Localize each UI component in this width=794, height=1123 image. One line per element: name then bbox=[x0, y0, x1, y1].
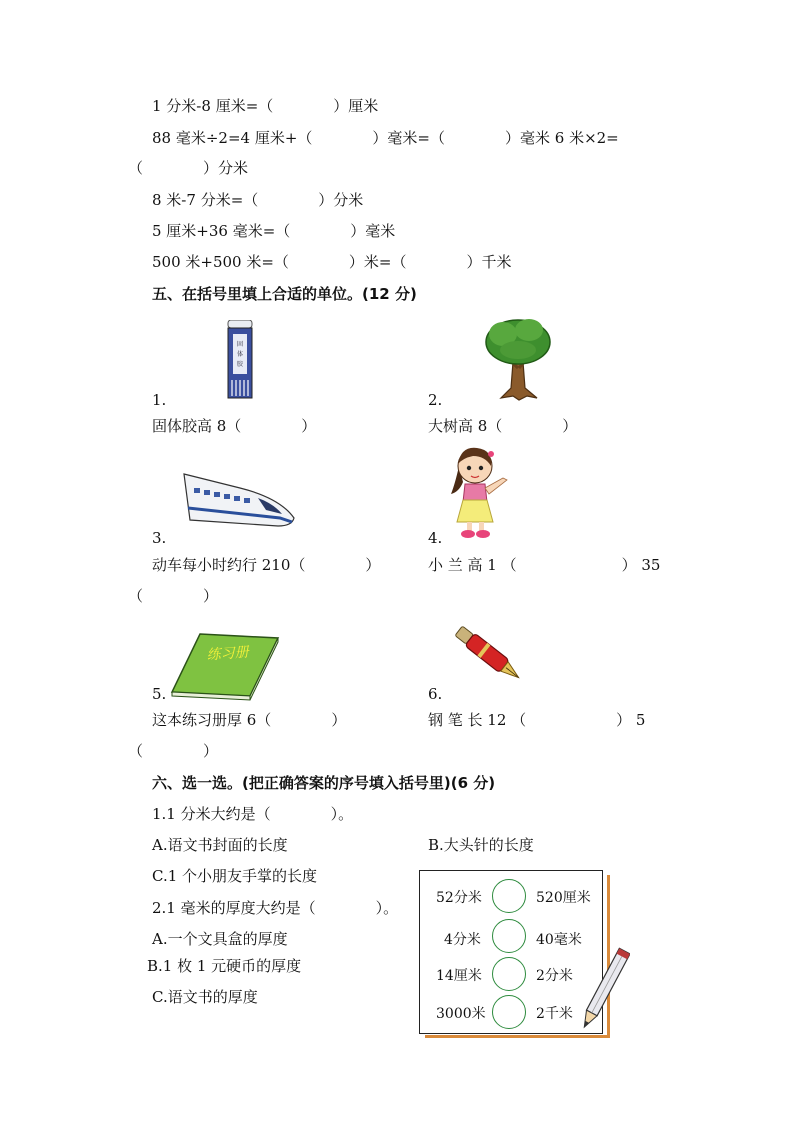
item-1-text: 固体胶高 8（ ） bbox=[152, 417, 317, 435]
question-1-option-a: A.语文书封面的长度 bbox=[152, 836, 288, 854]
pencil-icon bbox=[578, 944, 630, 1036]
question-2-option-b: B.1 枚 1 元硬币的厚度 bbox=[147, 957, 302, 975]
conversion-line-4: 5 厘米+36 毫米=（ ）毫米 bbox=[152, 222, 396, 240]
question-2: 2.1 毫米的厚度大约是（ ）。 bbox=[152, 899, 399, 917]
fountain-pen-image bbox=[448, 620, 534, 692]
conversion-line-5: 500 米+500 米=（ ）米=（ ）千米 bbox=[152, 253, 512, 271]
item-4-number: 4. bbox=[428, 529, 443, 547]
conversion-line-3: 8 米-7 分米=（ ）分米 bbox=[152, 191, 364, 209]
compare-board bbox=[419, 870, 603, 1034]
compare-row-3-circle[interactable] bbox=[492, 957, 526, 991]
exercise-book-label: 练习册 bbox=[206, 644, 250, 664]
item-2-number: 2. bbox=[428, 391, 443, 409]
glue-stick-label-1: 固 bbox=[236, 341, 244, 348]
exercise-book-image bbox=[170, 632, 280, 702]
compare-row-3-left: 14厘米 bbox=[436, 968, 482, 984]
section-5-title: 五、在括号里填上合适的单位。(12 分) bbox=[152, 285, 417, 303]
item-1-number: 1. bbox=[152, 391, 167, 409]
compare-row-2-left: 4分米 bbox=[444, 932, 481, 948]
item-6-text: 钢 笔 长 12 （ ） 5 bbox=[428, 711, 646, 729]
compare-row-2-right: 40毫米 bbox=[536, 932, 582, 948]
item-6-number: 6. bbox=[428, 685, 443, 703]
compare-row-1-left: 52分米 bbox=[436, 890, 482, 906]
question-2-option-c: C.语文书的厚度 bbox=[152, 988, 258, 1006]
glue-stick-image bbox=[225, 320, 257, 402]
bullet-train-image bbox=[180, 468, 300, 532]
compare-row-4-right: 2千米 bbox=[536, 1006, 573, 1022]
question-1: 1.1 分米大约是（ ）。 bbox=[152, 805, 354, 823]
compare-row-2-circle[interactable] bbox=[492, 919, 526, 953]
conversion-line-2-wrap: （ ）分米 bbox=[128, 159, 249, 177]
glue-stick-label-3: 胶 bbox=[236, 361, 244, 368]
item-6-wrap: （ ） bbox=[128, 742, 219, 760]
item-5-number: 5. bbox=[152, 685, 167, 703]
item-2-text: 大树高 8（ ） bbox=[428, 417, 578, 435]
tree-image bbox=[483, 312, 553, 404]
conversion-line-2: 88 毫米÷2=4 厘米+（ ）毫米=（ ）毫米 6 米×2= bbox=[152, 129, 619, 147]
section-6-title: 六、选一选。(把正确答案的序号填入括号里)(6 分) bbox=[152, 774, 496, 792]
question-2-option-a: A.一个文具盒的厚度 bbox=[152, 930, 288, 948]
item-5-text: 这本练习册厚 6（ ） bbox=[152, 711, 347, 729]
compare-row-3-right: 2分米 bbox=[536, 968, 573, 984]
question-1-option-c: C.1 个小朋友手掌的长度 bbox=[152, 867, 318, 885]
compare-row-4-left: 3000米 bbox=[436, 1006, 486, 1022]
conversion-line-1: 1 分米-8 厘米=（ ）厘米 bbox=[152, 97, 379, 115]
compare-row-1-circle[interactable] bbox=[492, 879, 526, 913]
girl-image bbox=[445, 444, 517, 540]
item-4-text: 小 兰 高 1 （ ） 35 bbox=[428, 556, 661, 574]
item-3-number: 3. bbox=[152, 529, 167, 547]
glue-stick-label-2: 体 bbox=[236, 351, 244, 358]
item-3-text: 动车每小时约行 210（ ） bbox=[152, 556, 381, 574]
compare-row-1-right: 520厘米 bbox=[536, 890, 591, 906]
question-1-option-b: B.大头针的长度 bbox=[428, 836, 534, 854]
compare-row-4-circle[interactable] bbox=[492, 995, 526, 1029]
item-4-wrap: （ ） bbox=[128, 587, 219, 605]
